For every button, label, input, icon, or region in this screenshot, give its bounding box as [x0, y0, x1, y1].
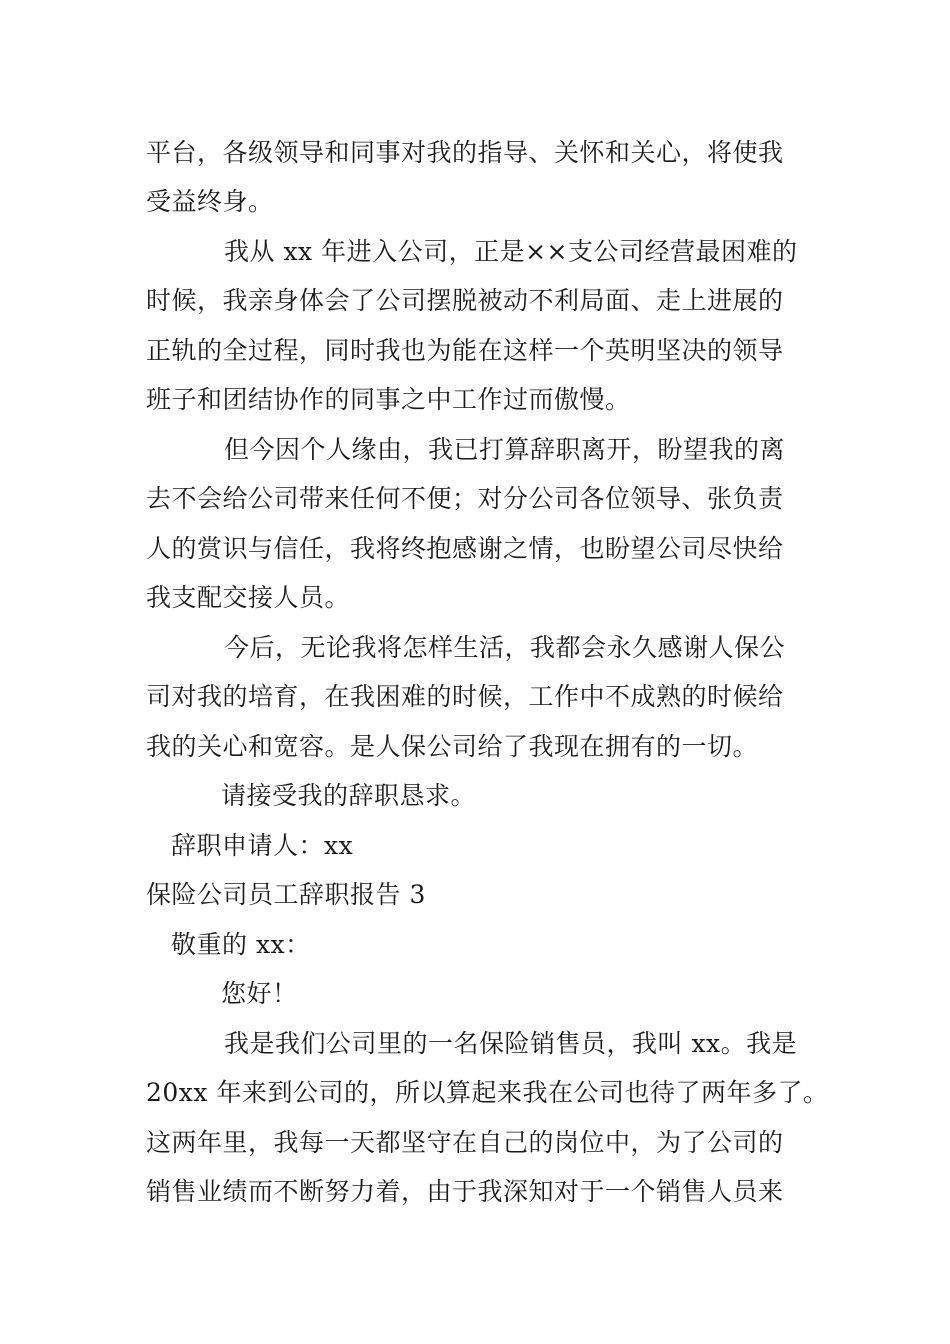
text-line: 正轨的全过程，同时我也为能在这样一个英明坚决的领导 — [146, 336, 784, 365]
text-line: 平台，各级领导和同事对我的指导、关怀和关心，将使我 — [146, 138, 784, 167]
text-line: 去不会给公司带来任何不便；对分公司各位领导、张负责 — [146, 484, 784, 513]
text-line: 销售业绩而不断努力着，由于我深知对于一个销售人员来 — [146, 1177, 784, 1206]
text-line: 但今因个人缘由，我已打算辞职离开，盼望我的离 — [224, 435, 786, 464]
text-line: 20xx 年来到公司的，所以算起来我在公司也待了两年多了。 — [146, 1078, 829, 1107]
text-line: 受益终身。 — [146, 187, 274, 216]
salutation: 敬重的 xx： — [171, 930, 311, 959]
text-line: 我支配交接人员。 — [146, 583, 351, 612]
text-line: 今后，无论我将怎样生活，我都会永久感谢人保公 — [224, 633, 786, 662]
greeting: 您好！ — [221, 979, 298, 1008]
text-line: 人的赏识与信任，我将终抱感谢之情，也盼望公司尽快给 — [146, 534, 784, 563]
text-line: 时候，我亲身体会了公司摆脱被动不利局面、走上进展的 — [146, 286, 784, 315]
text-line: 我的关心和宽容。是人保公司给了我现在拥有的一切。 — [146, 732, 759, 761]
text-line: 我从 xx 年进入公司，正是××支公司经营最困难的 — [224, 237, 798, 266]
section-title: 保险公司员工辞职报告 3 — [146, 880, 426, 909]
text-line: 这两年里，我每一天都坚守在自己的岗位中，为了公司的 — [146, 1128, 784, 1157]
signature-line: 辞职申请人：xx — [171, 831, 354, 860]
text-line: 班子和团结协作的同事之中工作过而傲慢。 — [146, 385, 631, 414]
text-line: 司对我的培育，在我困难的时候，工作中不成熟的时候给 — [146, 682, 784, 711]
text-line: 我是我们公司里的一名保险销售员，我叫 xx。我是 — [224, 1029, 798, 1058]
text-line: 请接受我的辞职恳求。 — [221, 781, 477, 810]
